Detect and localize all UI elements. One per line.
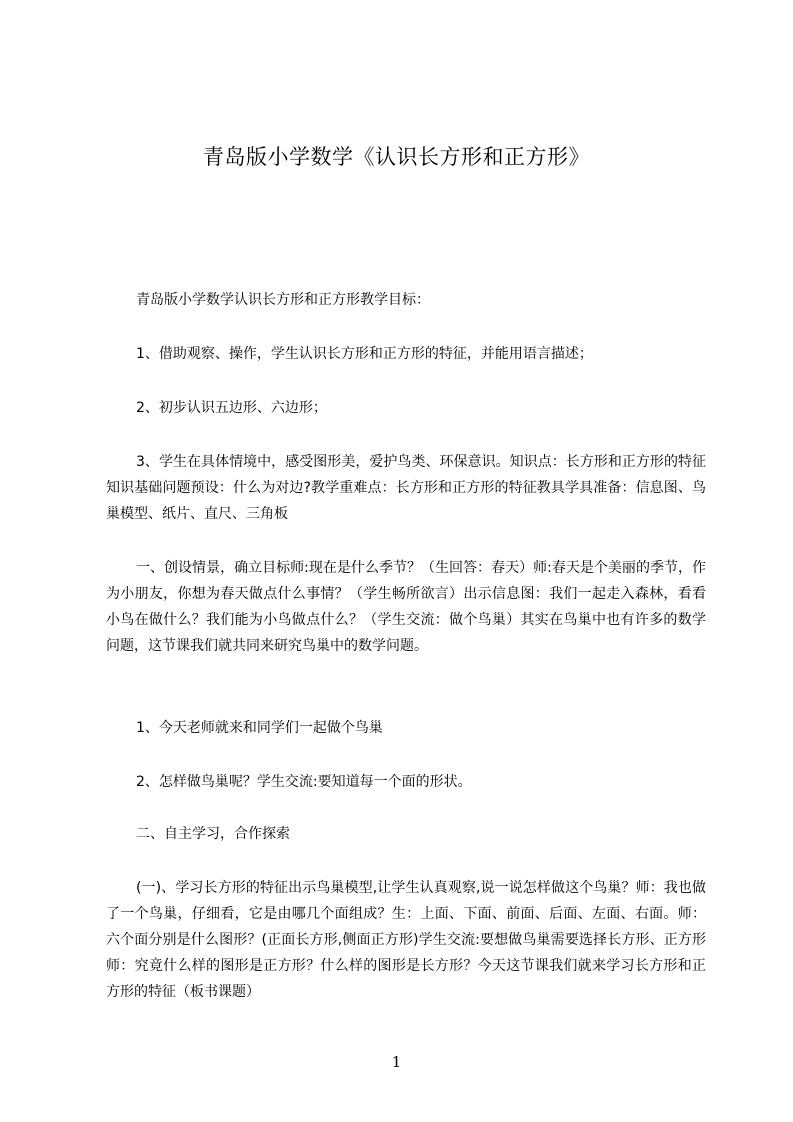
paragraph-section-2-body: (一)、学习长方形的特征出示鸟巢模型,让学生认真观察,说一说怎样做这个鸟巢？师：我也做了一个鸟巢，仔细看，它是由哪几个面组成？生：上面、下面、前面、后面、左面、右面。师：六个面分别是什么图形？(正面长方形,侧面正方形)学生交流:要想做鸟巢需要选择长方形、正方形师：究竟什么样的图形是正方形？什么样的图形是长方形？今天这节课我们就来学习长方形和正方形的特征（板书课题） — [106, 880, 706, 1000]
paragraph-objective-2: 2、初步认识五边形、六边形； — [136, 400, 327, 416]
paragraph-objective-1: 1、借助观察、操作，学生认识长方形和正方形的特征，并能用语言描述； — [136, 346, 593, 362]
page-number: 1 — [391, 1053, 402, 1071]
paragraph-step-2: 2、怎样做鸟巢呢？学生交流:要知道每一个面的形状。 — [136, 774, 472, 790]
document-title: 青岛版小学数学《认识长方形和正方形》 — [203, 145, 590, 169]
paragraph-objective-3: 3、学生在具体情境中，感受图形美，爱护鸟类、环保意识。知识点：长方形和正方形的特征知识基础问题预设：什么为对边?教学重难点：长方形和正方形的特征教具学具准备：信息图、鸟巢模型、纸片、直尺、三角板 — [106, 454, 706, 522]
paragraph-step-1: 1、今天老师就来和同学们一起做个鸟巢 — [136, 720, 383, 736]
paragraph-section-1: 一、创设情景，确立目标师:现在是什么季节？（生回答：春天）师:春天是个美丽的季节，作为小朋友，你想为春天做点什么事情？（学生畅所欲言）出示信息图：我们一起走入森林，看看小鸟在做什么？我们能为小鸟做点什么？（学生交流：做个鸟巢）其实在鸟巢中也有许多的数学问题，这节课我们就共同来研究鸟巢中的数学问题。 — [106, 560, 706, 654]
paragraph-objectives-heading: 青岛版小学数学认识长方形和正方形教学目标： — [136, 292, 430, 308]
paragraph-section-2-heading: 二、自主学习，合作探索 — [136, 826, 290, 842]
